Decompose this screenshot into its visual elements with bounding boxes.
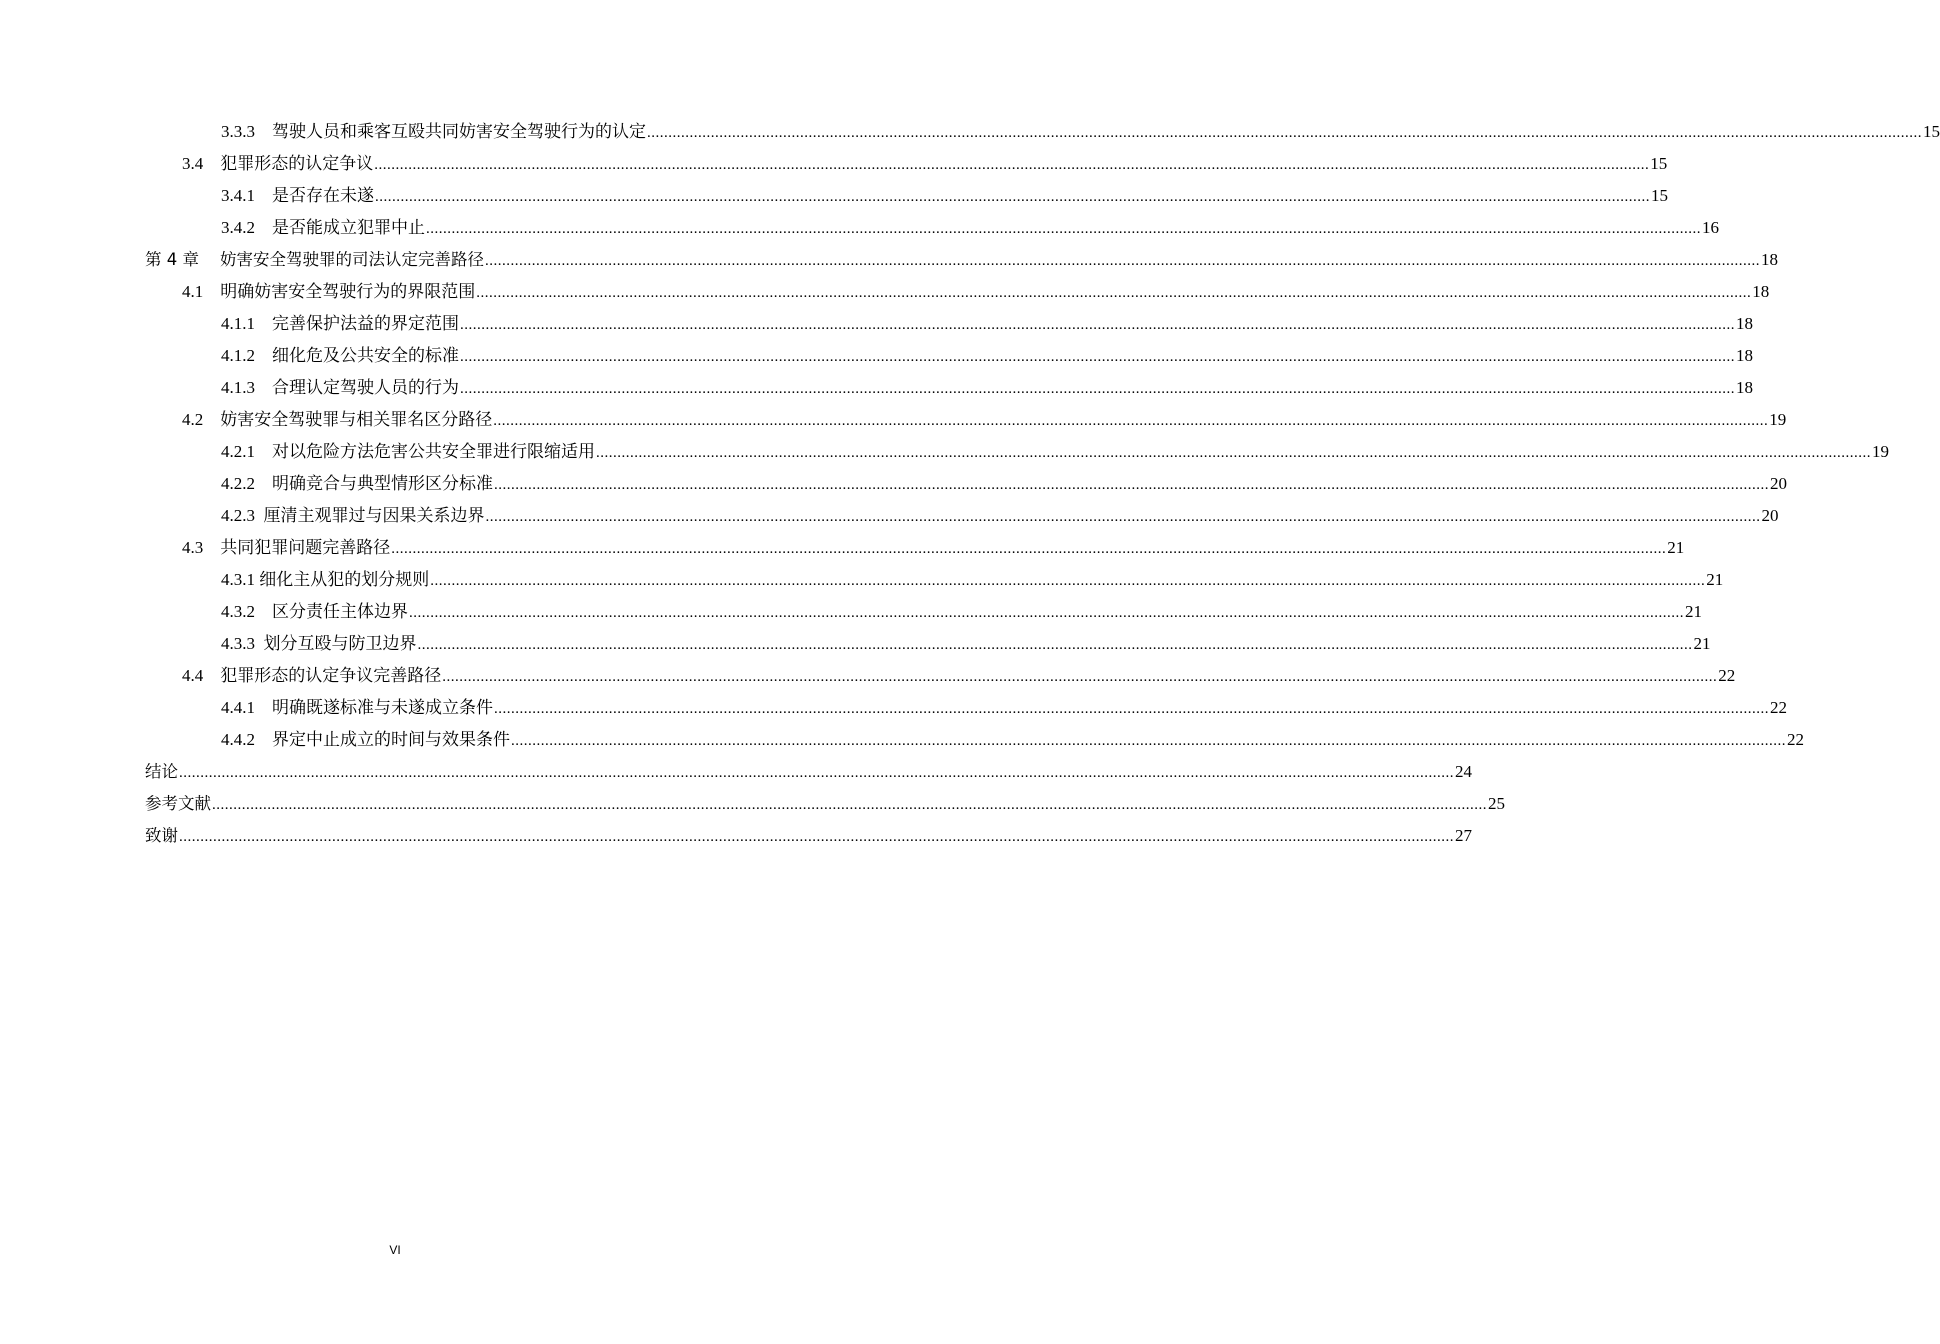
toc-dot-leader: ............................................................................................................................................................................................................................................................................................................ (647, 125, 1922, 141)
toc-dot-leader: ............................................................................................................................................................................................................................................................................................................ (460, 381, 1735, 397)
toc-dot-leader: ............................................................................................................................................................................................................................................................................................................ (391, 541, 1667, 557)
toc-dot-leader: ............................................................................................................................................................................................................................................................................................................ (460, 349, 1735, 365)
toc-dot-leader: ............................................................................................................................................................................................................................................................................................................ (493, 413, 1769, 429)
toc-entry-title: 4.1.3 合理认定驾驶人员的行为 (221, 378, 459, 397)
toc-entry[interactable] (0, 564, 1724, 596)
toc-entry-title: 3.4.2 是否能成立犯罪中止 (221, 218, 425, 237)
toc-entry[interactable] (0, 276, 1770, 308)
toc-entry-page-number: 20 (1761, 506, 1779, 525)
toc-entry-title: 4.2.3 厘清主观罪过与因果关系边界 (221, 506, 485, 525)
toc-entry-title: 4.4.1 明确既遂标准与未遂成立条件 (221, 698, 493, 717)
toc-entry[interactable] (0, 148, 1668, 180)
toc-dot-leader: ............................................................................................................................................................................................................................................................................................................ (409, 605, 1684, 621)
toc-entry-title: 3.4.1 是否存在未遂 (221, 186, 374, 205)
toc-entry-title: 3.3.3 驾驶人员和乘客互殴共同妨害安全驾驶行为的认定 (221, 122, 646, 141)
toc-entry-page-number: 16 (1702, 218, 1719, 237)
toc-entry-title: 4.2 妨害安全驾驶罪与相关罪名区分路径 (182, 410, 493, 429)
toc-entry-title: 4.1 明确妨害安全驾驶行为的界限范围 (182, 282, 476, 301)
toc-entry[interactable] (0, 180, 1668, 212)
toc-entry-page-number: 25 (1488, 794, 1505, 813)
toc-entry[interactable] (0, 244, 1778, 276)
toc-dot-leader: ............................................................................................................................................................................................................................................................................................................ (476, 285, 1752, 301)
toc-entry-page-number: 22 (1787, 730, 1804, 749)
toc-entry-page-number: 21 (1685, 602, 1702, 621)
toc-dot-leader: ............................................................................................................................................................................................................................................................................................................ (494, 477, 1769, 493)
toc-dot-leader: ............................................................................................................................................................................................................................................................................................................ (417, 637, 1693, 653)
toc-entry-title: 4.1.1 完善保护法益的界定范围 (221, 314, 459, 333)
toc-entry[interactable] (0, 340, 1753, 372)
toc-entry-page-number: 24 (1455, 762, 1472, 781)
toc-dot-leader: ............................................................................................................................................................................................................................................................................................................ (430, 573, 1706, 589)
toc-entry-title: 致谢 (145, 826, 178, 845)
toc-entry[interactable] (0, 532, 1685, 564)
toc-entry-title: 4.1.2 细化危及公共安全的标准 (221, 346, 459, 365)
toc-entry-page-number: 18 (1760, 250, 1778, 269)
toc-entry-title: 4.3 共同犯罪问题完善路径 (182, 538, 391, 557)
toc-entry[interactable] (0, 468, 1787, 500)
toc-entry-page-number: 18 (1736, 378, 1753, 397)
toc-entry-page-number: 15 (1651, 186, 1668, 205)
toc-dot-leader: ............................................................................................................................................................................................................................................................................................................ (442, 669, 1718, 685)
toc-dot-leader: ............................................................................................................................................................................................................................................................................................................ (484, 253, 1760, 269)
toc-entry[interactable] (0, 116, 1940, 148)
toc-dot-leader: ............................................................................................................................................................................................................................................................................................................ (375, 189, 1650, 205)
toc-entry-page-number: 20 (1770, 474, 1787, 493)
toc-entry-title: 4.4 犯罪形态的认定争议完善路径 (182, 666, 442, 685)
toc-entry[interactable] (0, 212, 1719, 244)
toc-entry[interactable] (0, 500, 1779, 532)
toc-dot-leader: ............................................................................................................................................................................................................................................................................................................ (374, 157, 1650, 173)
toc-entry-page-number: 22 (1770, 698, 1787, 717)
toc-dot-leader: ............................................................................................................................................................................................................................................................................................................ (179, 829, 1454, 845)
toc-entry-title: 结论 (145, 762, 178, 781)
toc-dot-leader: ............................................................................................................................................................................................................................................................................................................ (596, 445, 1871, 461)
toc-dot-leader: ............................................................................................................................................................................................................................................................................................................ (485, 509, 1761, 525)
toc-entry-title: 参考文献 (145, 794, 211, 813)
toc-entry-title: 4.3.1 细化主从犯的划分规则 (221, 570, 430, 589)
toc-entry-title: 4.3.2 区分责任主体边界 (221, 602, 408, 621)
toc-entry-title: 3.4 犯罪形态的认定争议 (182, 154, 374, 173)
table-of-contents (0, 116, 1940, 852)
toc-entry-page-number: 19 (1769, 410, 1787, 429)
toc-dot-leader: ............................................................................................................................................................................................................................................................................................................ (494, 701, 1769, 717)
toc-entry-page-number: 21 (1693, 634, 1711, 653)
toc-entry[interactable] (0, 660, 1736, 692)
toc-entry[interactable] (0, 308, 1753, 340)
toc-entry-page-number: 27 (1455, 826, 1472, 845)
toc-entry-title: 4.2.1 对以危险方法危害公共安全罪进行限缩适用 (221, 442, 595, 461)
toc-dot-leader: ............................................................................................................................................................................................................................................................................................................ (179, 765, 1454, 781)
toc-entry[interactable] (0, 692, 1787, 724)
page-number: VI (389, 1243, 401, 1257)
toc-entry[interactable] (0, 820, 1472, 852)
toc-entry-page-number: 15 (1923, 122, 1940, 141)
toc-entry[interactable] (0, 404, 1787, 436)
toc-entry-page-number: 18 (1736, 346, 1753, 365)
page-footer (0, 1243, 950, 1257)
toc-entry-page-number: 19 (1872, 442, 1889, 461)
toc-entry[interactable] (0, 372, 1753, 404)
toc-entry[interactable] (0, 756, 1472, 788)
toc-entry[interactable] (0, 628, 1711, 660)
toc-entry[interactable] (0, 788, 1505, 820)
toc-entry-title: 4.2.2 明确竞合与典型情形区分标准 (221, 474, 493, 493)
toc-entry-page-number: 15 (1650, 154, 1668, 173)
toc-entry[interactable] (0, 724, 1804, 756)
toc-entry[interactable] (0, 436, 1889, 468)
toc-entry[interactable] (0, 596, 1702, 628)
toc-entry-page-number: 22 (1718, 666, 1736, 685)
toc-dot-leader: ............................................................................................................................................................................................................................................................................................................ (212, 797, 1487, 813)
toc-entry-page-number: 18 (1752, 282, 1770, 301)
toc-entry-title: 4.3.3 划分互殴与防卫边界 (221, 634, 417, 653)
toc-dot-leader: ............................................................................................................................................................................................................................................................................................................ (426, 221, 1701, 237)
toc-dot-leader: ............................................................................................................................................................................................................................................................................................................ (511, 733, 1786, 749)
toc-dot-leader: ............................................................................................................................................................................................................................................................................................................ (460, 317, 1735, 333)
toc-entry-page-number: 21 (1706, 570, 1724, 589)
toc-entry-title: 第 4 章 妨害安全驾驶罪的司法认定完善路径 (145, 250, 484, 269)
toc-entry-page-number: 18 (1736, 314, 1753, 333)
toc-entry-page-number: 21 (1667, 538, 1685, 557)
toc-entry-title: 4.4.2 界定中止成立的时间与效果条件 (221, 730, 510, 749)
